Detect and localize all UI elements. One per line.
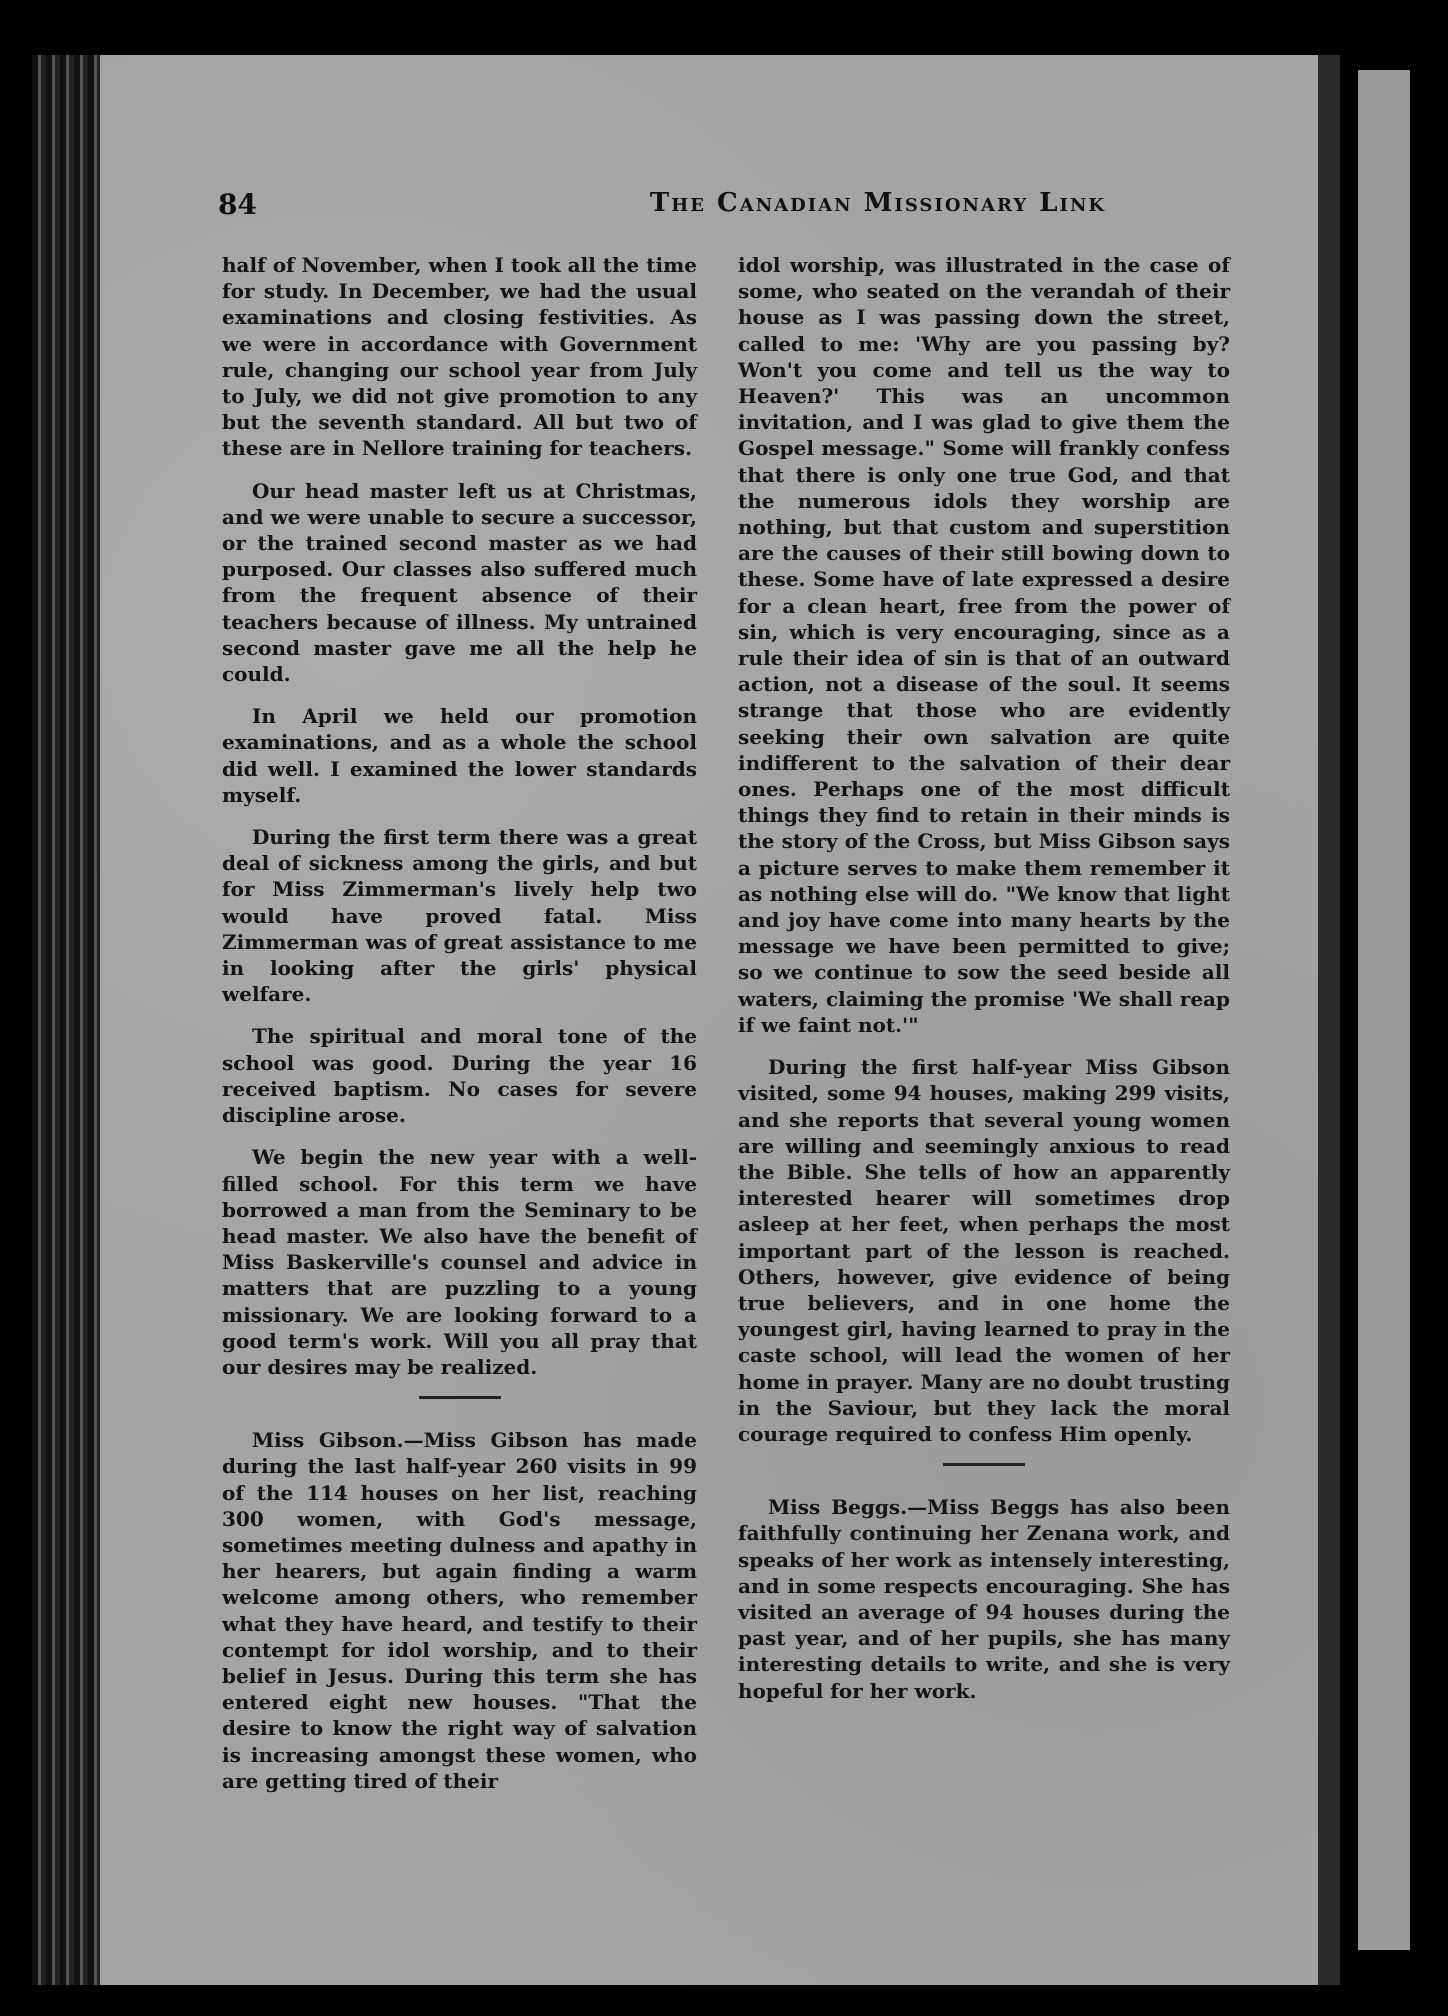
section-lead: Miss Beggs. <box>768 1495 908 1520</box>
paragraph-body: —Miss Beggs has also been faithfully continuing her Zenana work, and speaks of her work as intensely interesting, and in some respects encouraging. She has visited an average of 94 houses during the past year, and of her pupils, she has many interesting details to write, and she is very hopeful for her work. <box>738 1495 1230 1703</box>
section-divider <box>419 1396 501 1399</box>
paragraph: During the first half-year Miss Gibson visited, some 94 houses, making 299 visits, and she reports that several young women are willing and seemingly anxious to read the Bible. She tells of how an apparently interested hearer will sometimes drop asleep at her feet, when perhaps the most important part of the lesson is reached. Others, however, give evidence of being true believers, and in one home the youngest girl, having learned to pray in the caste school, will lead the women of her home in prayer. Many are no doubt trusting in the Saviour, but they lack the moral courage required to confess Him openly. <box>738 1055 1230 1446</box>
paragraph: In April we held our promotion examinations, and as a whole the school did well. I examined the lower standards myself. <box>222 704 697 807</box>
paragraph: half of November, when I took all the time for study. In December, we had the usual examinations and closing festivities. As we were in accordance with Government rule, changing our school year from July to July, we did not give promotion to any but the seventh standard. All but two of these are in Nellore training for teachers. <box>222 253 697 461</box>
left-column <box>222 252 697 1810</box>
paragraph: The spiritual and moral tone of the school was good. During the year 16 received baptism. No cases for severe discipline arose. <box>222 1024 697 1128</box>
page-header <box>218 188 1238 228</box>
section-lead: Miss Gibson. <box>252 1428 404 1453</box>
facing-page-edge <box>1358 70 1410 1950</box>
paragraph: During the first term there was a great deal of sickness among the girls, and but for Miss Zimmerman's lively help two would have proved fatal. Miss Zimmerman was of great assistance to me in looking after the girls' physical welfare. <box>222 825 697 1007</box>
right-column <box>738 252 1230 1720</box>
paragraph: We begin the new year with a well-filled school. For this term we have borrowed a man from the Seminary to be head master. We also have the benefit of Miss Baskerville's counsel and advice in matters that are puzzling to a young missionary. We are looking forward to a good term's work. Will you all pray that our desires may be realized. <box>222 1145 697 1379</box>
page-gutter <box>1340 0 1358 2016</box>
section-divider <box>943 1463 1025 1466</box>
paragraph-miss-gibson <box>222 1427 697 1794</box>
paragraph: idol worship, was illustrated in the case of some, who seated on the verandah of their house as I was passing down the street, called to me: 'Why are you passing by? Won't you come and tell us the way to Heaven?' This was an uncommon invitation, and I was glad to give them the Gospel message." Some will frankly confess that there is only one true God, and that the numerous idols they worship are nothing, but that custom and superstition are the causes of their still bowing down to these. Some have of late expressed a desire for a clean heart, free from the power of sin, which is very encouraging, since as a rule their idea of sin is that of an outward action, not a disease of the soul. It seems strange that those who are evidently seeking their own salvation are quite indifferent to the salvation of their dear ones. Perhaps one of the most difficult things they find to retain in their minds is the story of the Cross, but Miss Gibson says a picture serves to make them remember it as nothing else will do. "We know that light and joy have come into many hearts by the message we have been permitted to give; so we continue to sow the seed beside all waters, claiming the promise 'We shall reap if we faint not.'" <box>738 253 1230 1037</box>
paragraph-miss-beggs <box>738 1494 1230 1704</box>
running-head: The Canadian Missionary Link <box>649 188 1107 218</box>
binding-edge <box>32 55 100 1985</box>
page-shadow <box>1318 55 1340 1985</box>
page-number: 84 <box>218 188 257 221</box>
paragraph-body: —Miss Gibson has made during the last half-year 260 visits in 99 of the 114 houses on her list, reaching 300 women, with God's message, sometimes meeting dulness and apathy in her hearers, but again finding a warm welcome among others, who remember what they have heard, and testify to their contempt for idol worship, and to their belief in Jesus. During this term she has entered eight new houses. "That the desire to know the right way of salvation is increasing amongst these women, who are getting tired of their <box>222 1428 697 1793</box>
paragraph: Our head master left us at Christmas, and we were unable to secure a successor, or the trained second master as we had purposed. Our classes also suffered much from the frequent absence of their teachers because of illness. My untrained second master gave me all the help he could. <box>222 478 697 687</box>
